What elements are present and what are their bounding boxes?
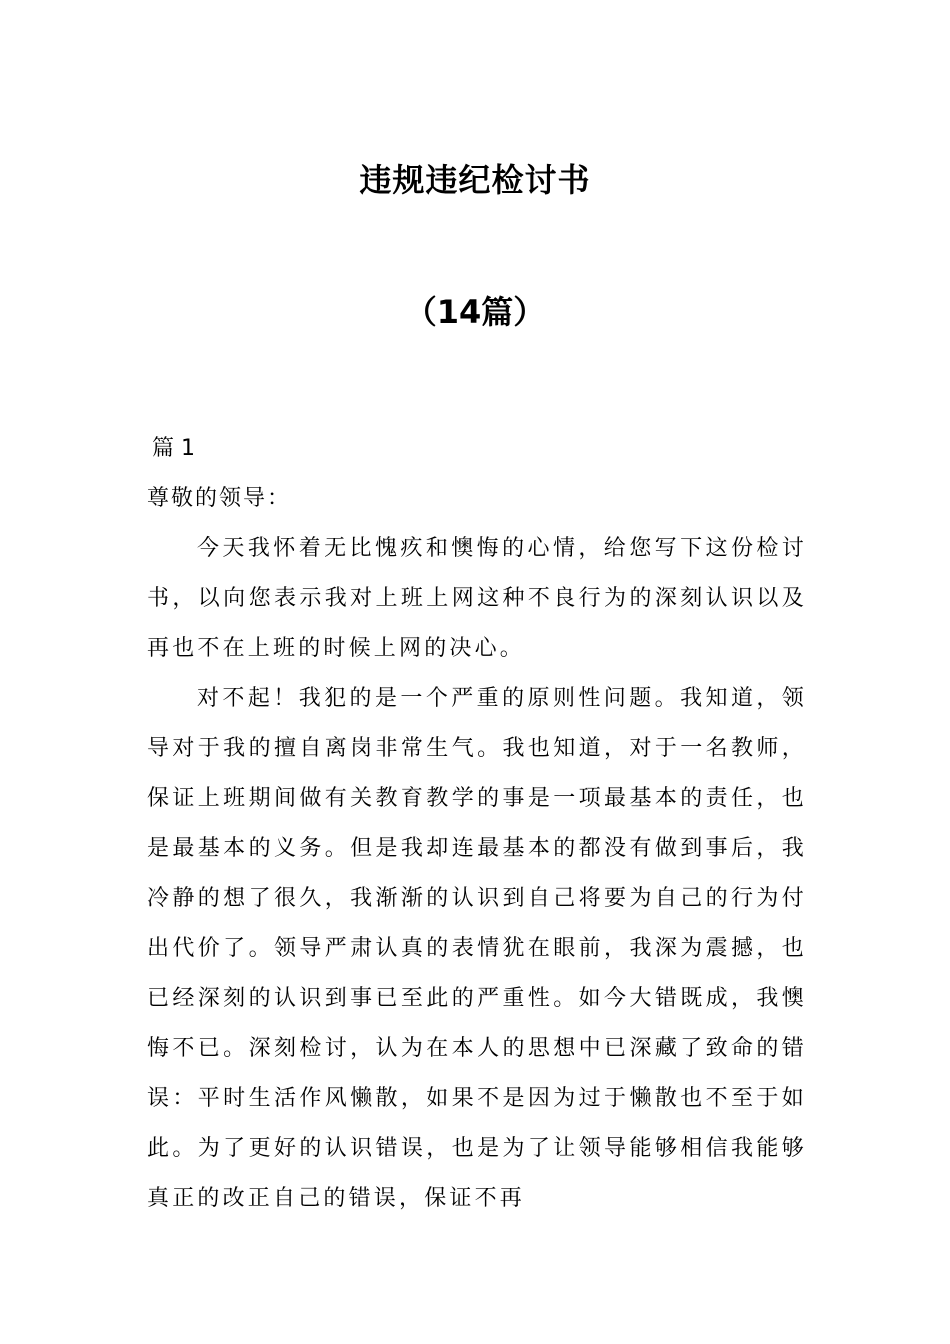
paragraph: 对不起！我犯的是一个严重的原则性问题。我知道，领导对于我的擅自离岗非常生气。我也知道，对于一名教师，保证上班期间做有关教育教学的事是一项最基本的责任，也是最基本的义务。但是我却连最基本的都没有做到事后，我冷静的想了很久，我渐渐的认识到自己将要为自己的行为付出代价了。领导严肃认真的表情犹在眼前，我深为震撼，也已经深刻的认识到事已至此的严重性。如今大错既成，我懊悔不已。深刻检讨，认为在本人的思想中已深藏了致命的错误：平时生活作风懒散，如果不是因为过于懒散也不至于如此。为了更好的认识错误，也是为了让领导能够相信我能够真正的改正自己的错误，保证不再 xyxy=(147,686,807,1211)
section-label: 篇 1 xyxy=(152,436,195,461)
body-text xyxy=(147,524,807,1224)
document-title: 违规违纪检讨书 xyxy=(359,161,591,199)
document-subtitle: （14篇） xyxy=(404,293,546,331)
paragraph: 今天我怀着无比愧疚和懊悔的心情，给您写下这份检讨书，以向您表示我对上班上网这种不良行为的深刻认识以及再也不在上班的时候上网的决心。 xyxy=(147,536,807,661)
salutation: 尊敬的领导： xyxy=(147,486,292,511)
